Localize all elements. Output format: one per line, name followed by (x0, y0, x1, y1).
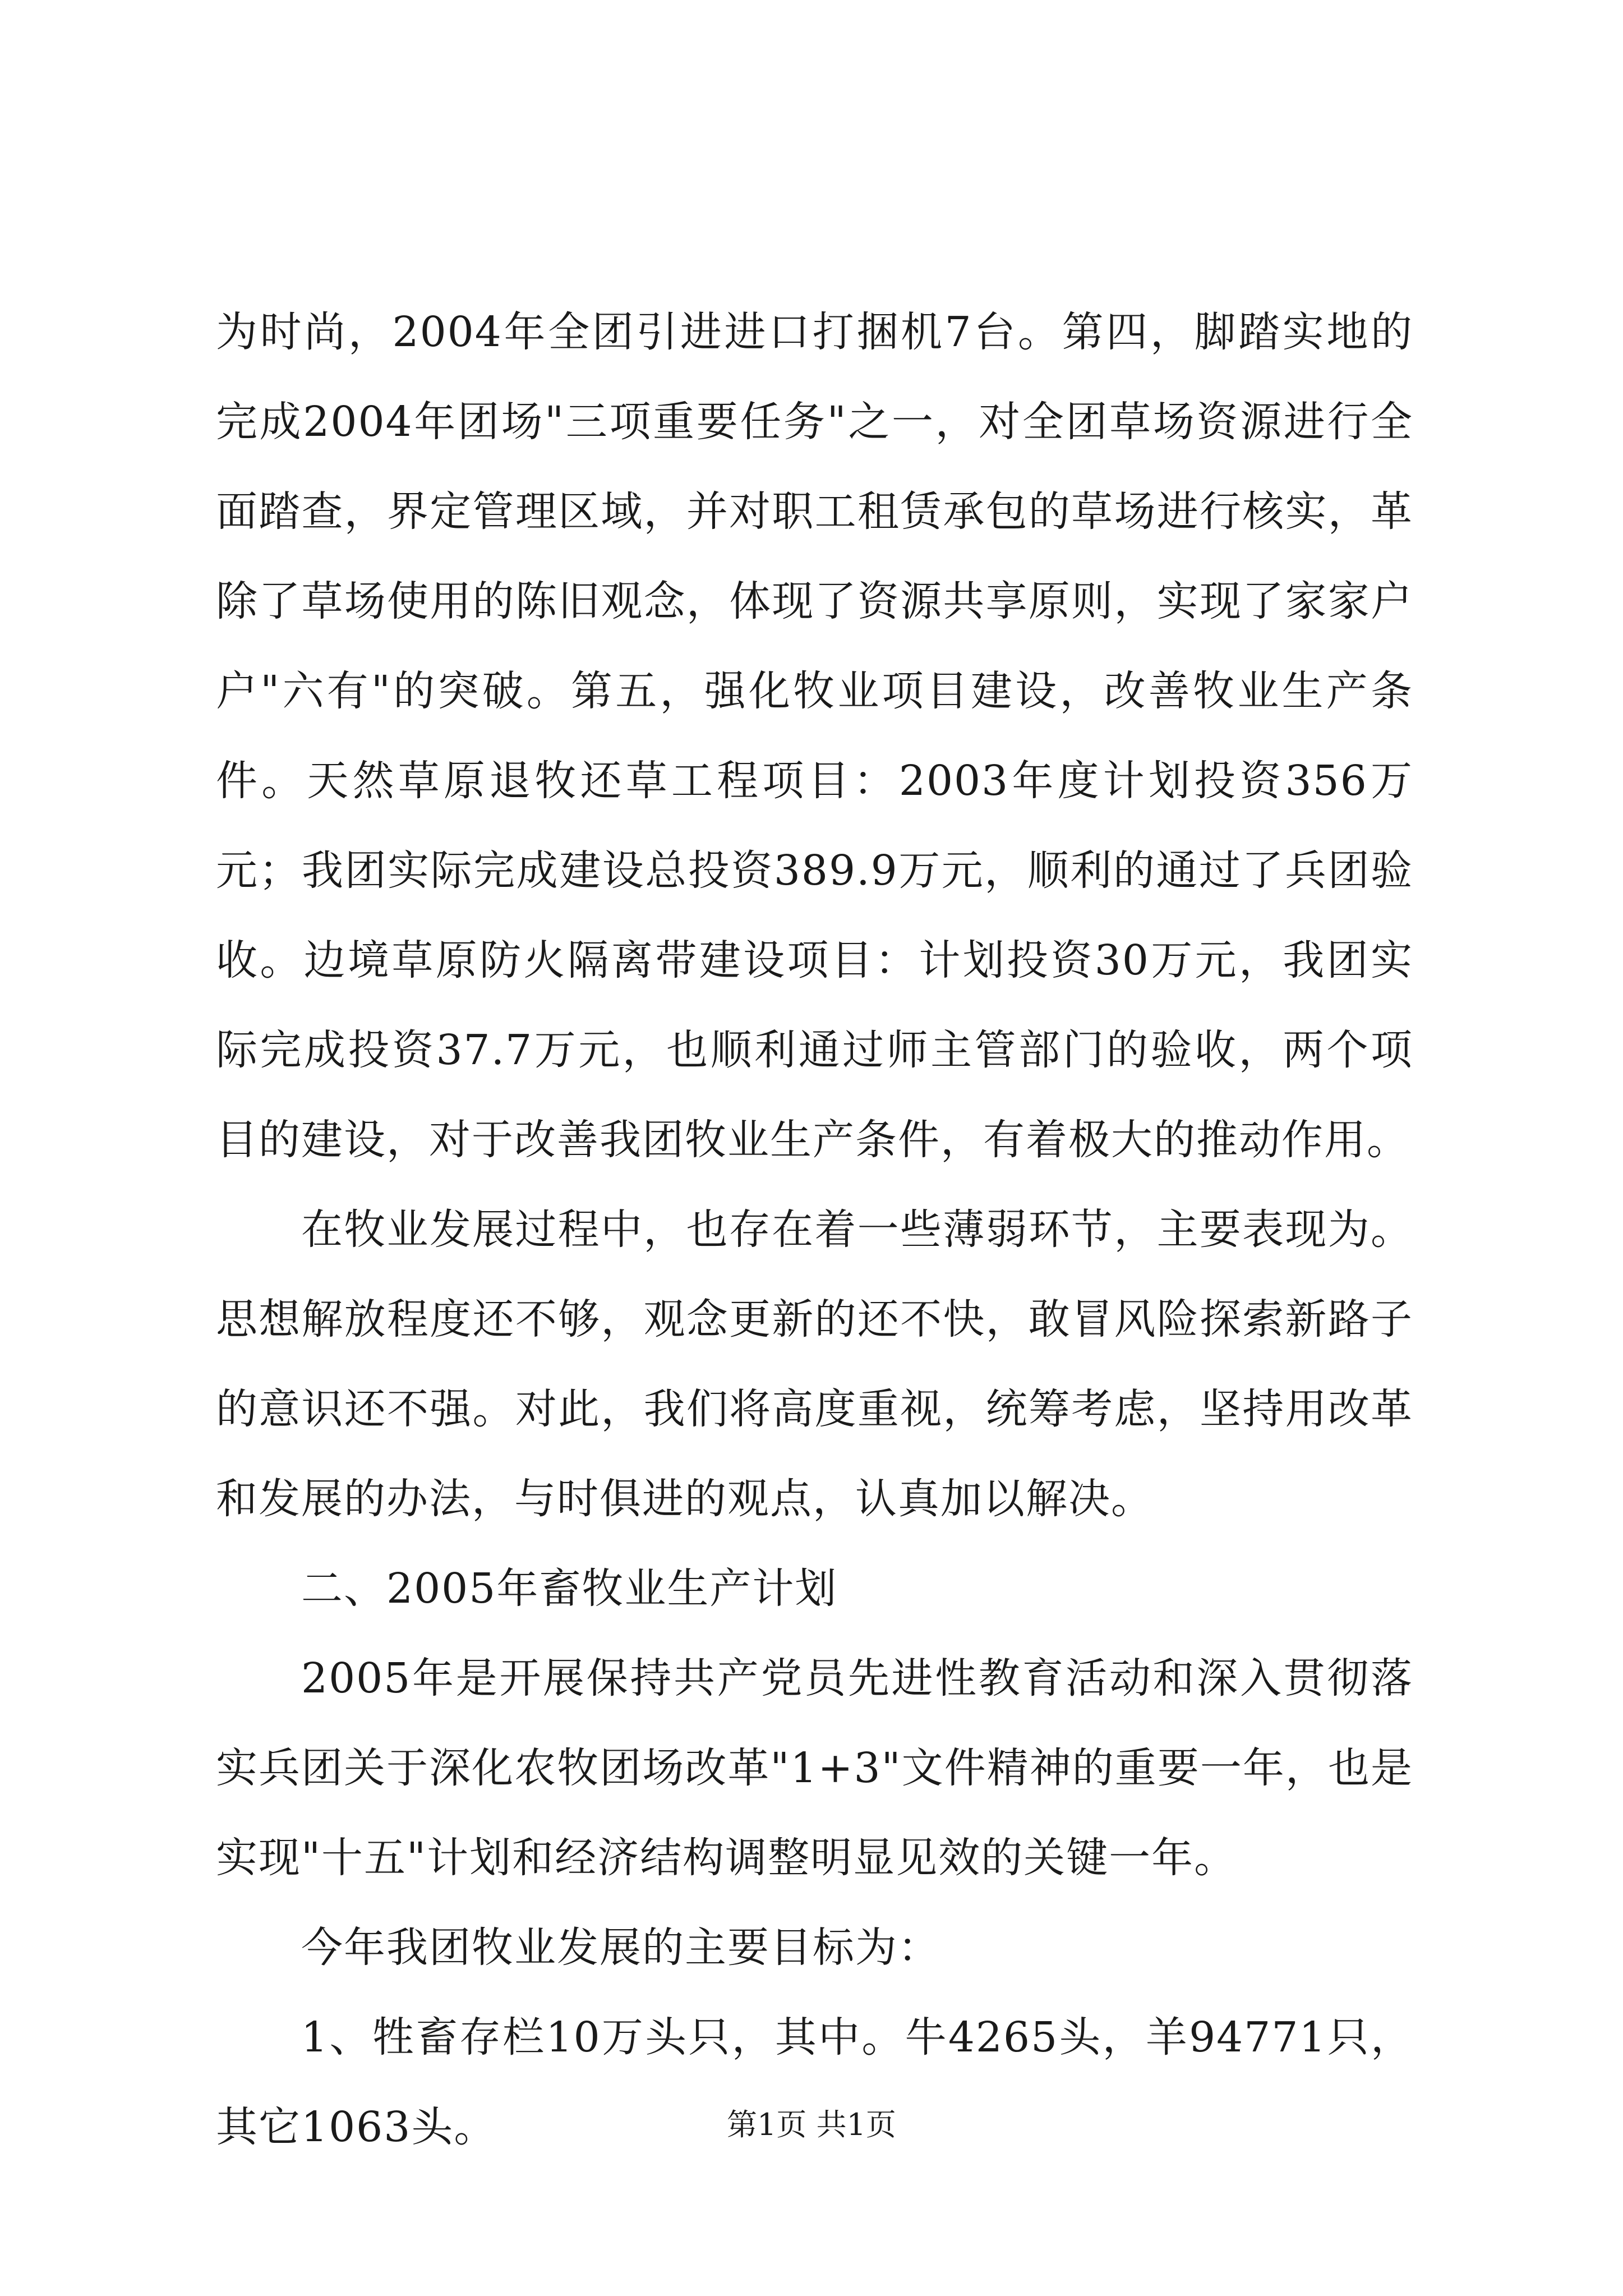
paragraph-4: 今年我团牧业发展的主要目标为： (301, 1924, 940, 1972)
document-body (216, 287, 1413, 2172)
page-number-label: 第1页 共1页 (727, 2107, 896, 2142)
paragraph-3: 2005年是开展保持共产党员先进性教育活动和深入贯彻落实兵团关于深化农牧团场改革"1+3"文件精神的重要一年，也是实现"十五"计划和经济结构调整明显见效的关键一年。 (216, 1654, 1413, 1882)
paragraph-1: 为时尚，2004年全团引进进口打捆机7台。第四，脚踏实地的完成2004年团场"三项重要任务"之一，对全团草场资源进行全面踏查，界定管理区域，并对职工租赁承包的草场进行核实，革除了草场使用的陈旧观念，体现了资源共享原则，实现了家家户户"六有"的突破。第五，强化牧业项目建设，改善牧业生产条件。天然草原退牧还草工程项目：2003年度计划投资356万元；我团实际完成建设总投资389.9万元，顺利的通过了兵团验收。边境草原防火隔离带建设项目：计划投资30万元，我团实际完成投资37.7万元，也顺利通过师主管部门的验收，两个项目的建设，对于改善我团牧业生产条件，有着极大的推动作用。 (216, 308, 1413, 1164)
paragraph-2: 在牧业发展过程中，也存在着一些薄弱环节，主要表现为。思想解放程度还不够，观念更新的还不快，敢冒风险探索新路子的意识还不强。对此，我们将高度重视，统筹考虑，坚持用改革和发展的办法，与时俱进的观点，认真加以解决。 (216, 1205, 1413, 1523)
section-heading: 二、2005年畜牧业生产计划 (301, 1565, 838, 1613)
list-item-1: 1、牲畜存栏10万头只，其中。牛4265头，羊94771只，其它1063头。 (216, 2013, 1413, 2151)
page-footer (0, 2105, 1623, 2145)
